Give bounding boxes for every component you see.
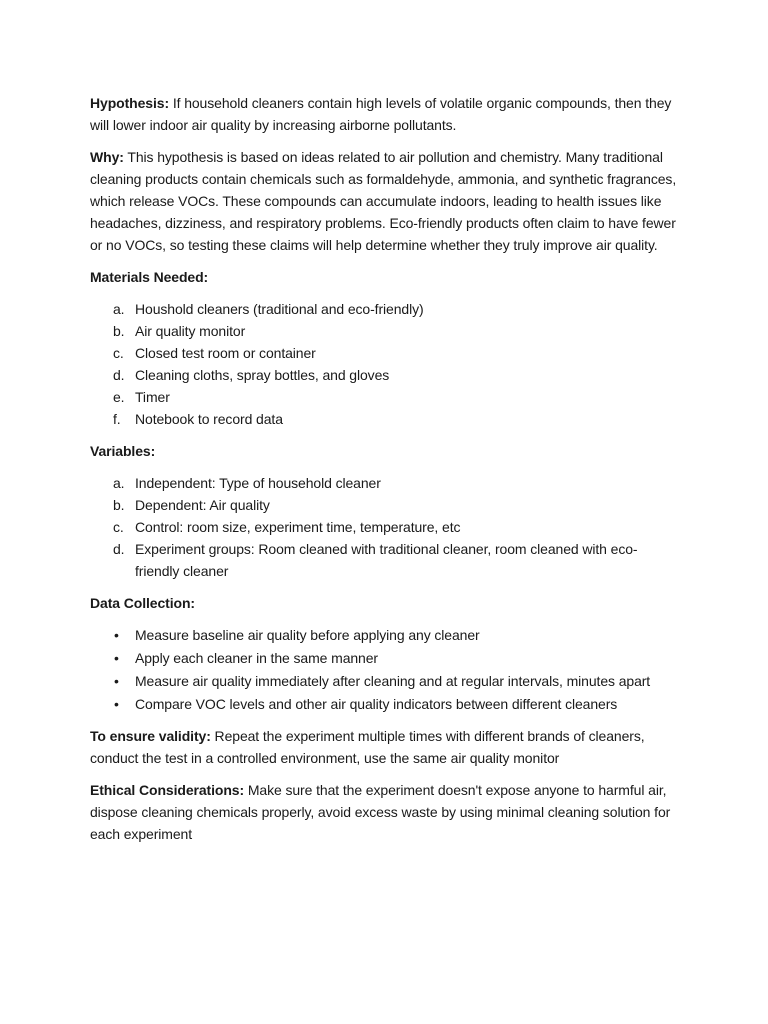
bullet-icon: • [114,673,119,689]
variables-list [90,472,678,582]
list-item [90,342,678,364]
list-item [90,298,678,320]
bullet-icon: • [114,696,119,712]
list-item [90,647,678,669]
list-marker: f. [113,411,121,427]
list-marker: b. [113,497,125,513]
list-item-text: Air quality monitor [135,323,246,339]
materials-list [90,298,678,430]
ethics-label: Ethical Considerations: [90,782,245,798]
list-marker: b. [113,323,125,339]
list-item-text: Dependent: Air quality [135,497,270,513]
list-item [90,516,678,538]
list-item-text: Houshold cleaners (traditional and eco-friendly) [135,301,424,317]
validity-text: Repeat the experiment multiple times with different brands of cleaners, conduct the test in a controlled environment, use the same air quality monitor [90,728,645,766]
list-item-text: Measure baseline air quality before applying any cleaner [135,627,480,643]
list-marker: d. [113,541,125,557]
list-item-text: Experiment groups: Room cleaned with traditional cleaner, room cleaned with eco-friendly cleaner [135,541,638,579]
list-item-text: Notebook to record data [135,411,283,427]
why-paragraph [90,146,678,256]
ethics-text: Make sure that the experiment doesn't expose anyone to harmful air, dispose cleaning chemicals properly, avoid excess waste by using minimal cleaning solution for each experiment [90,782,671,842]
ethics-paragraph [90,779,678,845]
why-label: Why: [90,149,124,165]
list-marker: a. [113,475,125,491]
list-item-text: Timer [135,389,170,405]
hypothesis-text: If household cleaners contain high levels of volatile organic compounds, then they will lower indoor air quality by increasing airborne pollutants. [90,95,672,133]
data-collection-list [90,624,678,715]
list-item [90,624,678,646]
list-item [90,472,678,494]
list-item-text: Independent: Type of household cleaner [135,475,381,491]
validity-paragraph [90,725,678,769]
list-item-text: Compare VOC levels and other air quality indicators between different cleaners [135,696,618,712]
list-item-text: Measure air quality immediately after cleaning and at regular intervals, minutes apart [135,673,651,689]
list-marker: e. [113,389,125,405]
bullet-icon: • [114,650,119,666]
list-item [90,386,678,408]
list-item [90,364,678,386]
bullet-icon: • [114,627,119,643]
hypothesis-paragraph [90,92,678,136]
hypothesis-label: Hypothesis: [90,95,170,111]
list-item [90,408,678,430]
variables-heading: Variables: [90,443,156,459]
list-item [90,693,678,715]
list-marker: a. [113,301,125,317]
list-item [90,670,678,692]
data-collection-heading: Data Collection: [90,595,195,611]
list-marker: c. [113,519,124,535]
list-item-text: Control: room size, experiment time, temperature, etc [135,519,461,535]
why-text: This hypothesis is based on ideas related to air pollution and chemistry. Many traditional cleaning products contain chemicals such as formaldehyde, ammonia, and synthetic fragrances, which release VOCs. These compounds can accumulate indoors, leading to health issues like headaches, dizziness, and respiratory problems. Eco-friendly products often claim to have fewer or no VOCs, so testing these claims will help determine whether they truly improve air quality. [90,149,677,253]
materials-heading: Materials Needed: [90,269,209,285]
list-item-text: Closed test room or container [135,345,316,361]
validity-label: To ensure validity: [90,728,211,744]
list-marker: c. [113,345,124,361]
list-item [90,538,678,582]
list-item [90,320,678,342]
list-item [90,494,678,516]
list-marker: d. [113,367,125,383]
list-item-text: Apply each cleaner in the same manner [135,650,378,666]
list-item-text: Cleaning cloths, spray bottles, and gloves [135,367,390,383]
